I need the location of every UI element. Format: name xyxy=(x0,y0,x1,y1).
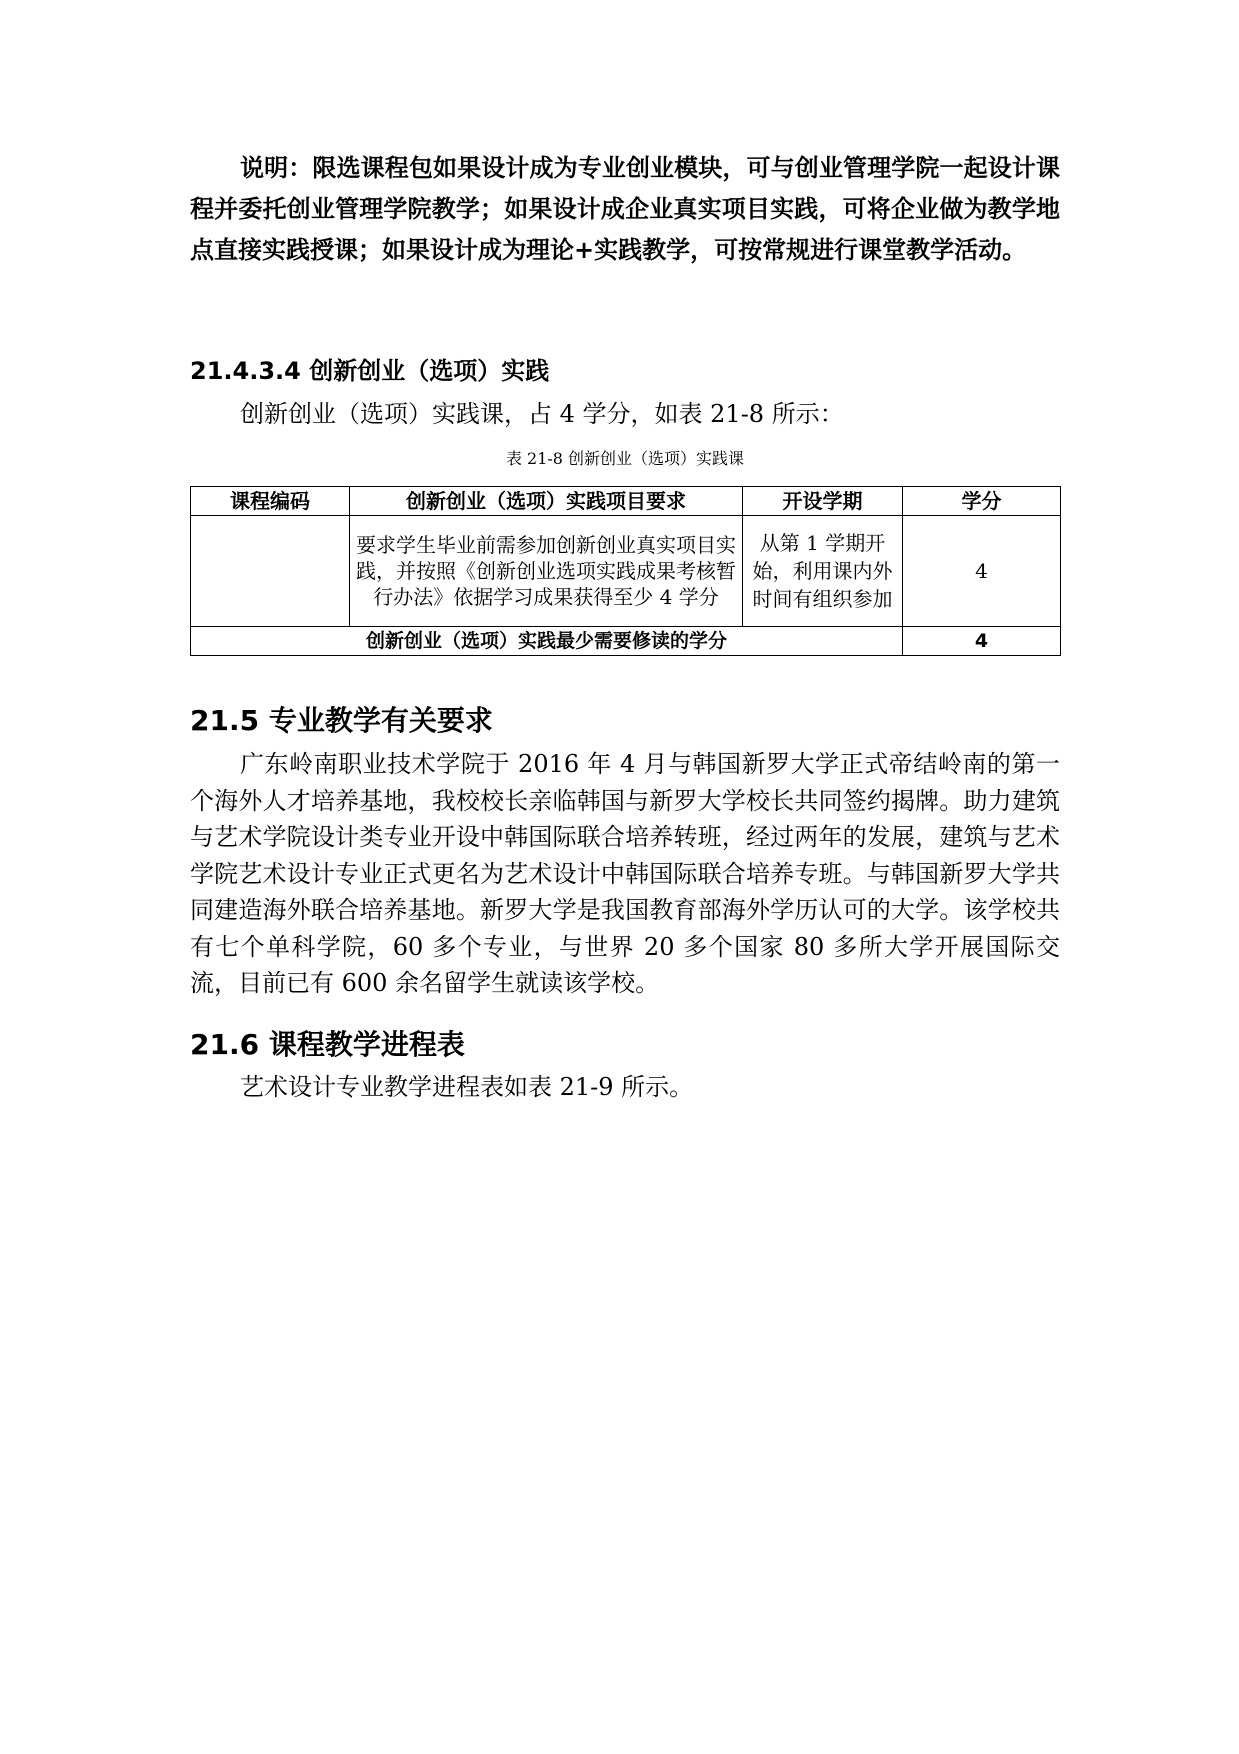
header-credits: 学分 xyxy=(903,487,1061,516)
table-caption: 表 21-8 创新创业（选项）实践课 xyxy=(505,449,745,468)
cell-course-code xyxy=(191,516,350,627)
section-heading-21-4-3-4: 21.4.3.4 创新创业（选项）实践 xyxy=(190,357,550,385)
cell-credits: 4 xyxy=(903,516,1061,627)
cell-semester: 从第 1 学期开始，利用课内外时间有组织参加 xyxy=(743,516,903,627)
summary-label: 创新创业（选项）实践最少需要修读的学分 xyxy=(191,627,903,656)
summary-credits: 4 xyxy=(903,627,1061,656)
section-21-6-body: 艺术设计专业教学进程表如表 21-9 所示。 xyxy=(240,1073,694,1101)
table-summary-row xyxy=(191,627,1061,656)
cell-requirement: 要求学生毕业前需参加创新创业真实项目实践，并按照《创新创业选项实践成果考核暂行办法》依据学习成果获得至少 4 学分 xyxy=(350,516,743,627)
table-row xyxy=(191,516,1061,627)
course-package-note: 说明：限选课程包如果设计成为专业创业模块，可与创业管理学院一起设计课程并委托创业管理学院教学；如果设计成企业真实项目实践，可将企业做为教学地点直接实践授课；如果设计成为理论+实践教学，可按常规进行课堂教学活动。 xyxy=(190,154,1060,264)
section-heading-21-5: 21.5 专业教学有关要求 xyxy=(190,704,493,737)
header-requirement: 创新创业（选项）实践项目要求 xyxy=(350,487,743,516)
section-21-5-body: 广东岭南职业技术学院于 2016 年 4 月与韩国新罗大学正式帝结岭南的第一个海外人才培养基地，我校校长亲临韩国与新罗大学校长共同签约揭牌。助力建筑与艺术学院设计类专业开设中韩国际联合培养转班，经过两年的发展，建筑与艺术学院艺术设计专业正式更名为艺术设计中韩国际联合培养专班。与韩国新罗大学共同建造海外联合培养基地。新罗大学是我国教育部海外学历认可的大学。该学校共有七个单科学院，60 多个专业，与世界 20 多个国家 80 多所大学开展国际交流，目前已有 600 余名留学生就读该学校。 xyxy=(190,750,1060,997)
practice-course-table xyxy=(190,486,1061,656)
header-course-code: 课程编码 xyxy=(191,487,350,516)
header-semester: 开设学期 xyxy=(743,487,903,516)
section-21-4-3-4-intro: 创新创业（选项）实践课，占 4 学分，如表 21-8 所示： xyxy=(240,400,844,428)
table-header-row xyxy=(191,487,1061,516)
section-heading-21-6: 21.6 课程教学进程表 xyxy=(190,1028,465,1061)
